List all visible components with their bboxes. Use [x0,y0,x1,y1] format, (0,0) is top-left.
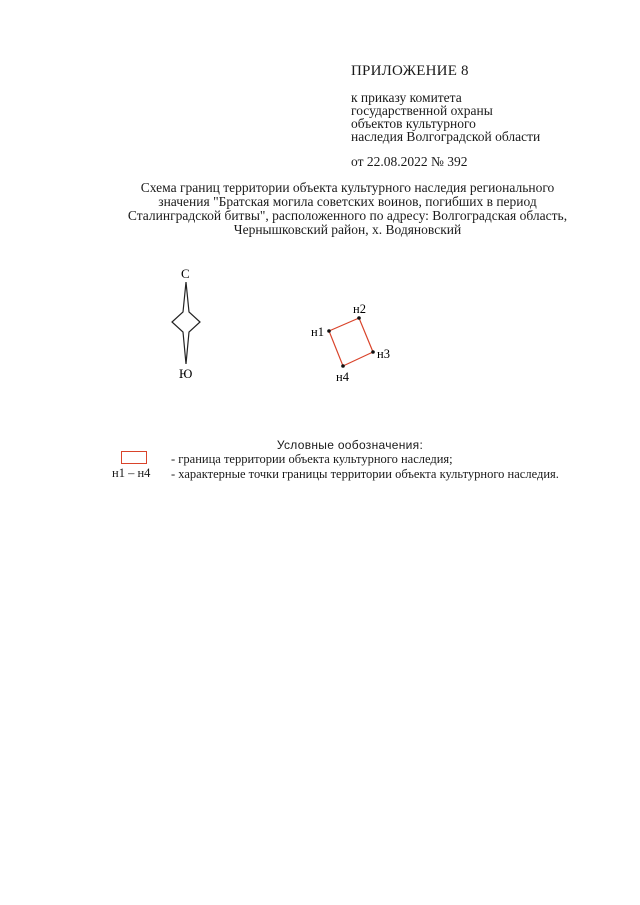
legend-heading: Условные ообозначения: [276,438,424,452]
order-date: от 22.08.2022 № 392 [351,154,468,169]
subtitle-line: наследия Волгоградской области [351,129,541,144]
appendix-title: ПРИЛОЖЕНИЕ 8 [351,63,469,79]
title-line: Сталинградской битвы", расположенного по адресу: Волгоградская область, [127,208,568,223]
boundary-swatch-icon [121,451,147,464]
title-line: Чернышковский район, х. Водяновский [233,222,462,237]
boundary-point-marker [371,350,375,354]
boundary-point-marker [357,316,361,320]
subtitle-line: к приказу комитета [351,90,462,105]
boundary-polygon [311,302,390,384]
compass-south-label: Ю [179,366,193,381]
compass-rose-icon [172,266,200,381]
title-line: Схема границ территории объекта культурного наследия регионального [140,180,555,195]
legend-points-range: н1 – н4 [112,466,151,480]
point-label-n2: н2 [353,302,366,316]
point-label-n4: н4 [336,370,349,384]
compass-north-label: С [181,266,190,281]
title-line: значения "Братская могила советских воинов, погибших в период [158,194,537,209]
subtitle-line: государственной охраны [351,103,493,118]
legend-item-points: - характерные точки границы территории объекта культурного наследия. [171,467,559,481]
subtitle-line: объектов культурного [351,116,476,131]
point-label-n1: н1 [311,325,324,339]
boundary-point-marker [327,329,331,333]
legend-item-boundary: - граница территории объекта культурного наследия; [171,452,453,466]
point-label-n3: н3 [377,347,390,361]
boundary-point-marker [341,364,345,368]
